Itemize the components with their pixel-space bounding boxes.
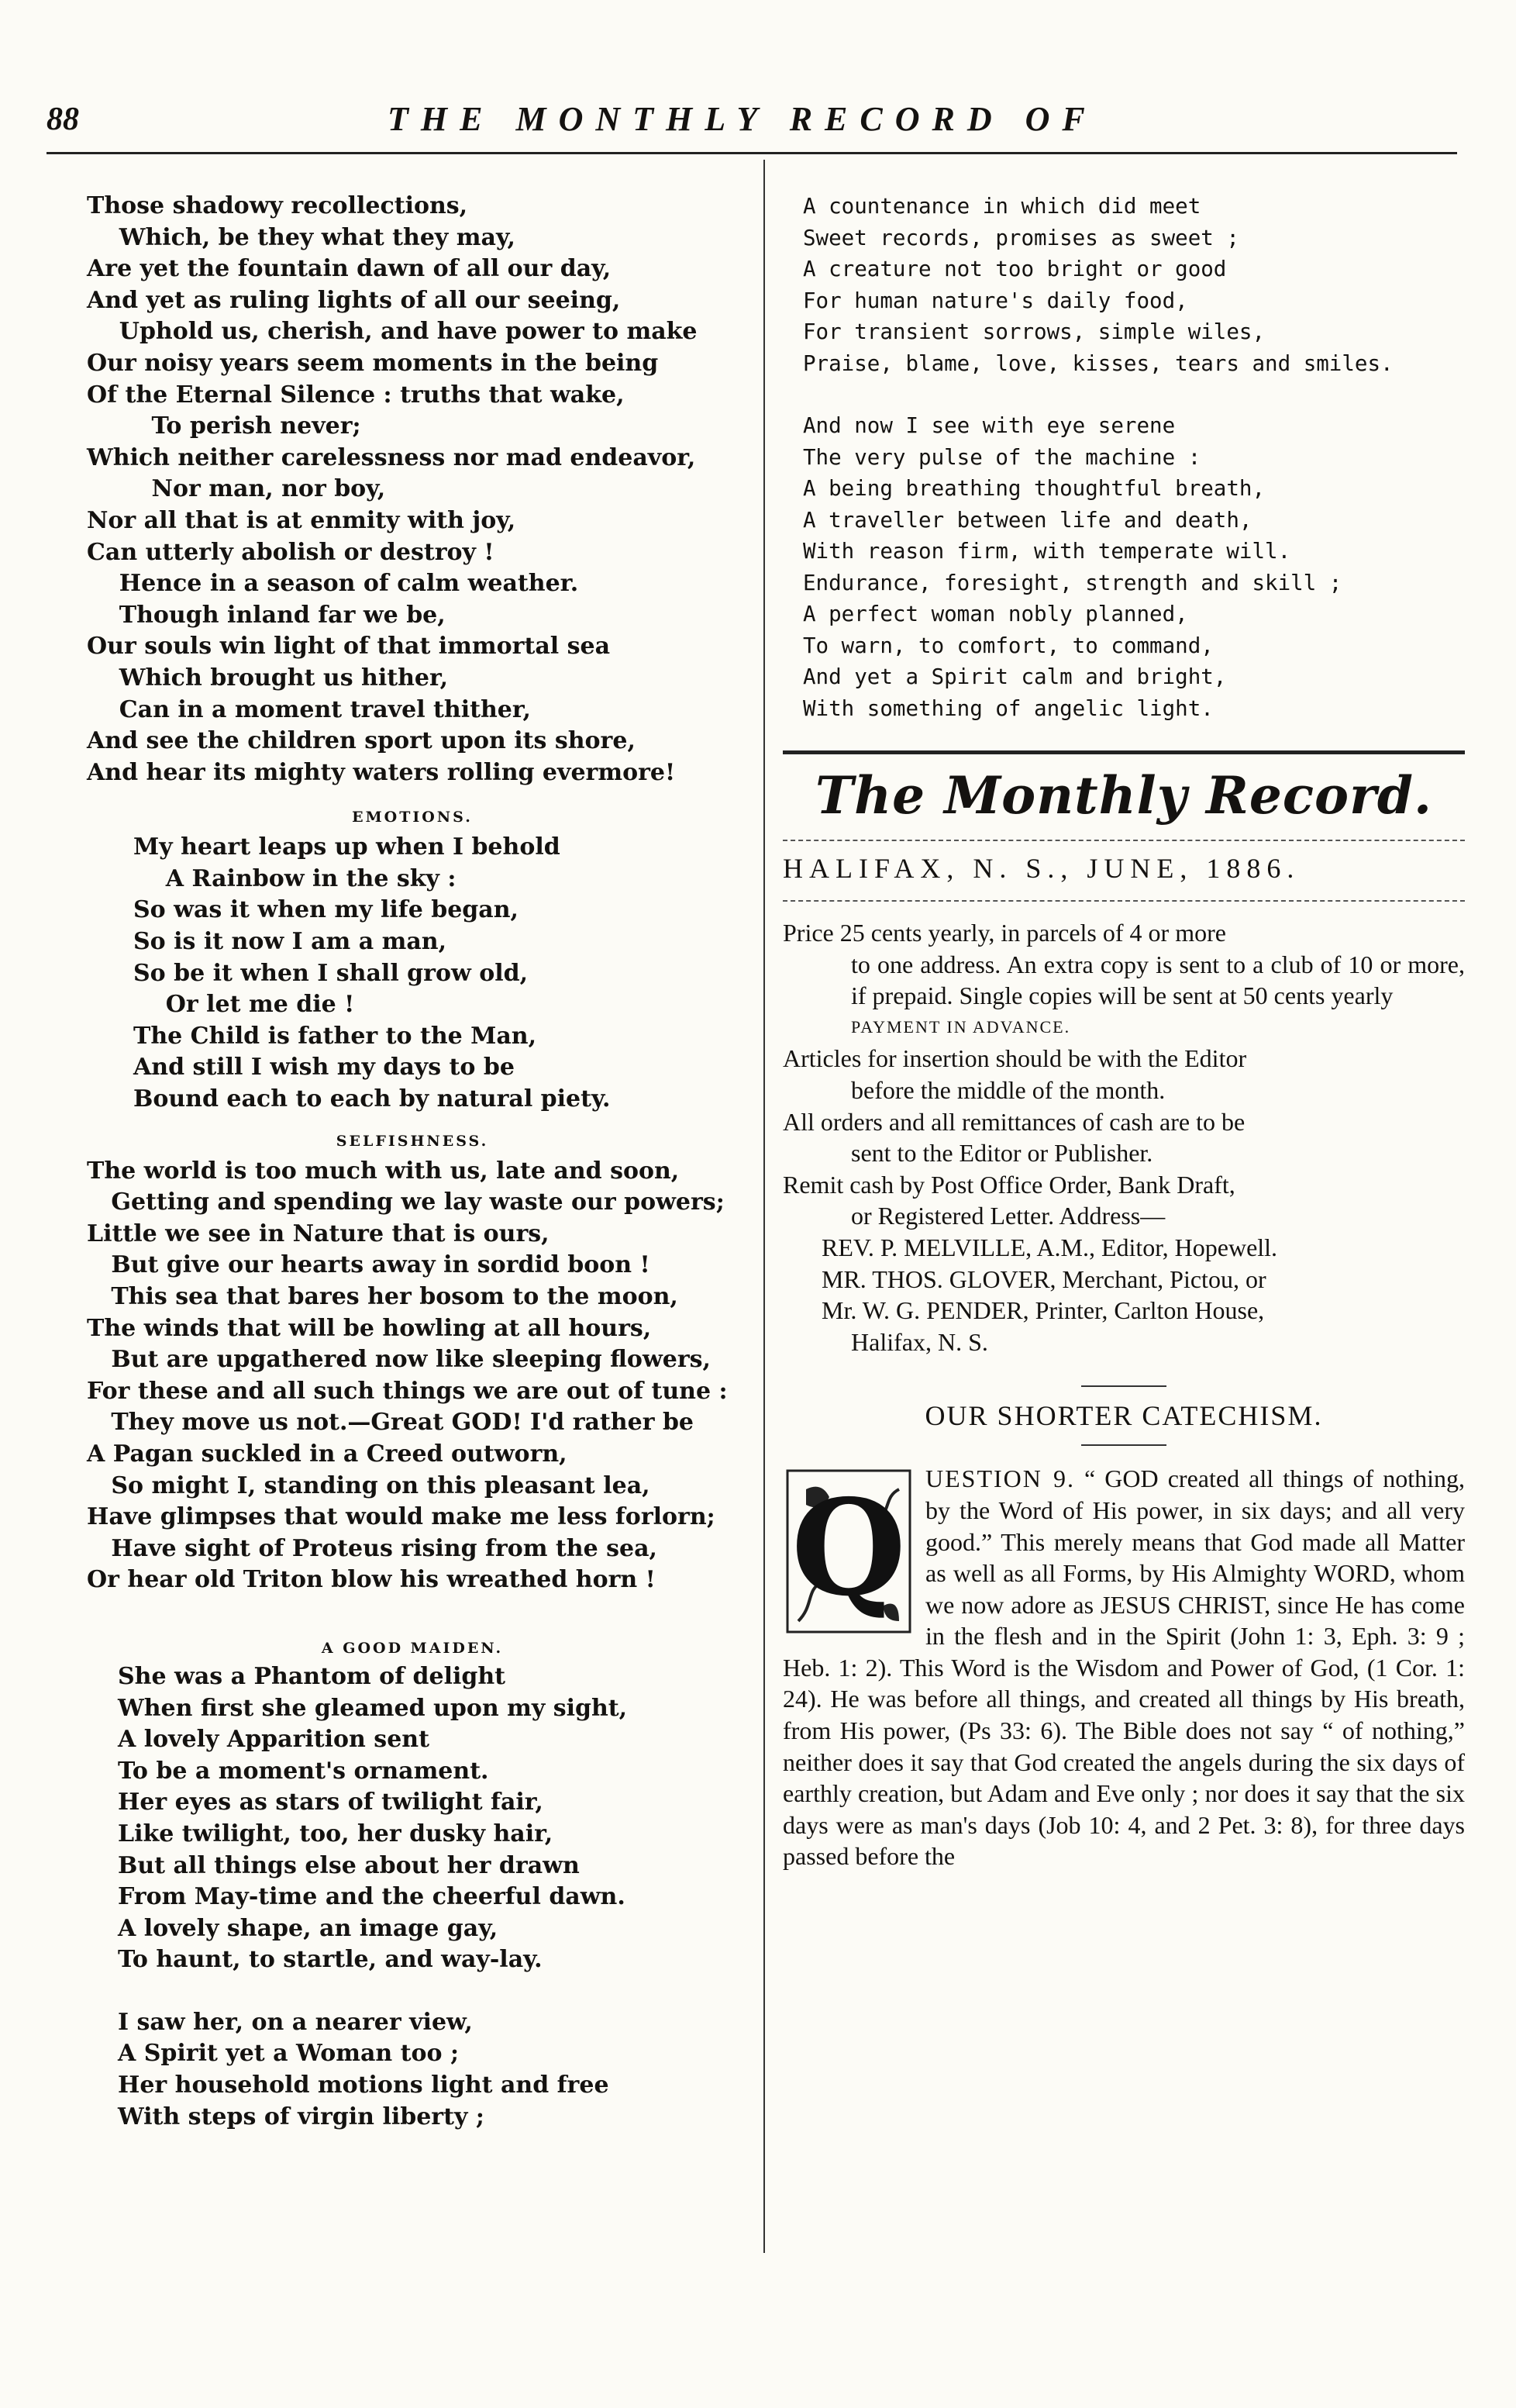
poem-line: My heart leaps up when I behold: [133, 833, 560, 861]
poem-line: To be a moment's ornament.: [118, 1757, 489, 1785]
poem-line: A being breathing thoughtful breath,: [803, 476, 1266, 501]
poem-line: And yet as ruling lights of all our seeing,: [87, 286, 621, 314]
masthead-top-rule: [783, 750, 1465, 754]
price-line: Price 25 cents yearly, in parcels of 4 or more: [783, 919, 1226, 947]
decorated-dropcap-q-icon: [783, 1466, 915, 1637]
poem-line: Are yet the fountain dawn of all our day,: [87, 255, 612, 283]
poem-line: And now I see with eye serene: [803, 413, 1176, 438]
dropcap-letter: Q: [791, 1471, 907, 1627]
poem-title-good-maiden: A GOOD MAIDEN.: [321, 1639, 504, 1657]
catechism-text: “ GOD created all things of nothing, by the Word of His power, in six days; and all very good.” This merely means that God made all Matter as well as all Forms, by His Almighty WORD, whom we now adore as JESUS CHRIST, since He has come in the flesh and in the Spirit (John 1: 3, Eph. 3: 9 ; Heb. 1: 2). This Word is the Wisdom and Power of God, (1 Cor. 1: 24). He was before all things, and created all things by His breath, from His power, (Ps 33: 6). The Bible does not say “ of nothing,” neither does it say that God created the angels during the six days of earthly creation, but Adam and Eve only ; nor does it say that the six days were as man's days (Job 10: 4, and 2 Pet. 3: 8), for three days passed before the: [783, 1464, 1466, 1871]
poem-line: And see the children sport upon its shore,: [87, 727, 636, 755]
poem-line: So be it when I shall grow old,: [133, 959, 529, 987]
poem-line: Can in a moment travel thither,: [87, 695, 531, 723]
poem-line: Our souls win light of that immortal sea: [87, 633, 611, 661]
address-city: Halifax, N. S.: [851, 1327, 988, 1356]
poem-line: A Rainbow in the sky :: [133, 864, 457, 892]
catechism-heading: OUR SHORTER CATECHISM.: [925, 1400, 1323, 1432]
poem-line: This sea that bares her bosom to the moon,: [87, 1283, 678, 1310]
poem-line: And hear its mighty waters rolling evermore!: [87, 758, 676, 786]
poem-line: So might I, standing on this pleasant lea,: [87, 1471, 650, 1499]
poem-line: A traveller between life and death,: [803, 507, 1252, 533]
poem-line: Though inland far we be,: [87, 601, 446, 629]
column-divider: [763, 160, 765, 2253]
poem-line: I saw her, on a nearer view,: [118, 2008, 473, 2036]
poem-line: With reason firm, with temperate will.: [803, 539, 1291, 564]
remit-details: or Registered Letter. Address—: [851, 1202, 1166, 1230]
poem-line: For transient sorrows, simple wiles,: [803, 319, 1266, 344]
poem-continued-stanza-1: [783, 191, 1465, 379]
masthead-title: The Monthly Record.: [815, 765, 1432, 826]
poem-line: Of the Eternal Silence : truths that wake,: [87, 381, 625, 409]
poem-line: She was a Phantom of delight: [118, 1662, 506, 1690]
payment-notice: PAYMENT IN ADVANCE.: [851, 1016, 1071, 1037]
poem-line: A Spirit yet a Woman too ;: [118, 2040, 460, 2068]
dateline: HALIFAX, N. S., JUNE, 1886.: [783, 853, 1301, 884]
remit-line: Remit cash by Post Office Order, Bank Draft,: [783, 1170, 1235, 1199]
poem-line: So was it when my life began,: [133, 896, 519, 924]
poem-line: Sweet records, promises as sweet ;: [803, 225, 1239, 250]
poem-line: Her eyes as stars of twilight fair,: [118, 1789, 543, 1816]
price-details: to one address. An extra copy is sent to a club of 10 or more, if prepaid. Single copies will be sent at 50 cents yearly: [851, 950, 1465, 1010]
poem-line: From May-time and the cheerful dawn.: [118, 1883, 625, 1911]
question-label: UESTION 9.: [925, 1464, 1075, 1493]
poem-line: And still I wish my days to be: [133, 1054, 515, 1082]
poem-line: Those shadowy recollections,: [87, 192, 468, 219]
poem-emotions: [87, 832, 738, 1115]
poem-line: A creature not too bright or good: [803, 257, 1227, 281]
poem-line: Or let me die !: [133, 991, 355, 1019]
poem-intimations: [87, 191, 738, 788]
poem-line: Nor man, nor boy,: [87, 475, 386, 503]
poem-line: To haunt, to startle, and way-lay.: [118, 1946, 543, 1974]
poem-line: Praise, blame, love, kisses, tears and smiles.: [803, 350, 1394, 376]
poem-line: For human nature's daily food,: [803, 288, 1188, 313]
address-editor: REV. P. MELVILLE, A.M., Editor, Hopewell.: [822, 1233, 1278, 1261]
poem-line: Have glimpses that would make me less forlorn;: [87, 1503, 715, 1531]
poem-line: Or hear old Triton blow his wreathed horn !: [87, 1566, 656, 1594]
right-column: [783, 191, 1465, 1872]
poem-line: A countenance in which did meet: [803, 194, 1201, 219]
articles-details: before the middle of the month.: [851, 1075, 1166, 1104]
poem-line: The world is too much with us, late and soon,: [87, 1157, 680, 1185]
articles-line: Articles for insertion should be with the Editor: [783, 1044, 1247, 1073]
poem-line: Nor all that is at enmity with joy,: [87, 506, 516, 534]
orders-line: All orders and all remittances of cash are to be: [783, 1107, 1246, 1136]
poem-continued-stanza-2: [783, 410, 1465, 724]
orders-details: sent to the Editor or Publisher.: [851, 1139, 1153, 1168]
poem-line: So is it now I am a man,: [133, 928, 447, 956]
poem-line: For these and all such things we are out of tune :: [87, 1377, 728, 1405]
poem-line: With something of angelic light.: [803, 695, 1214, 721]
poem-line: Hence in a season of calm weather.: [87, 570, 579, 598]
poem-line: They move us not.—Great GOD! I'd rather be: [87, 1409, 694, 1437]
poem-line: But all things else about her drawn: [118, 1851, 580, 1879]
poem-good-maiden-stanza-2: [87, 2007, 738, 2133]
poem-line: Endurance, foresight, strength and skill ;: [803, 570, 1342, 595]
poem-line: Her household motions light and free: [118, 2072, 609, 2099]
subscription-terms: [783, 917, 1465, 1358]
left-column: [87, 191, 738, 2133]
poem-line: To perish never;: [87, 412, 361, 440]
poem-line: Little we see in Nature that is ours,: [87, 1220, 550, 1247]
poem-line: Our noisy years seem moments in the being: [87, 349, 659, 377]
poem-line: Which neither carelessness nor mad endeavor,: [87, 443, 696, 471]
header-rule: [47, 152, 1457, 154]
poem-line: Which brought us hither,: [87, 664, 449, 692]
poem-line: With steps of virgin liberty ;: [118, 2103, 484, 2130]
poem-good-maiden-stanza-1: [87, 1661, 738, 1976]
poem-line: To warn, to comfort, to command,: [803, 633, 1214, 658]
poem-line: A perfect woman nobly planned,: [803, 602, 1188, 626]
poem-line: Uphold us, cherish, and have power to make: [87, 318, 698, 346]
poem-line: A Pagan suckled in a Creed outworn,: [87, 1440, 567, 1468]
poem-line: But are upgathered now like sleeping flowers,: [87, 1346, 711, 1374]
poem-title-selfishness: SELFISHNESS.: [336, 1132, 489, 1150]
poem-line: When first she gleamed upon my sight,: [118, 1694, 628, 1722]
catechism-body: [783, 1463, 1465, 1872]
poem-line: Getting and spending we lay waste our powers;: [87, 1188, 725, 1216]
poem-line: But give our hearts away in sordid boon !: [87, 1251, 650, 1279]
poem-title-emotions: EMOTIONS.: [352, 809, 473, 826]
poem-line: Have sight of Proteus rising from the sea,: [87, 1534, 657, 1562]
poem-line: A lovely Apparition sent: [118, 1726, 429, 1754]
poem-line: Like twilight, too, her dusky hair,: [118, 1820, 553, 1847]
address-merchant: MR. THOS. GLOVER, Merchant, Pictou, or: [822, 1264, 1266, 1293]
poem-line: A lovely shape, an image gay,: [118, 1914, 498, 1942]
poem-line: The Child is father to the Man,: [133, 1022, 537, 1050]
poem-line: Can utterly abolish or destroy !: [87, 538, 494, 566]
page-number: 88: [47, 102, 79, 137]
poem-line: And yet a Spirit calm and bright,: [803, 664, 1227, 689]
poem-line: The very pulse of the machine :: [803, 444, 1201, 470]
poem-line: Which, be they what they may,: [87, 223, 515, 251]
page-header: [47, 93, 1457, 147]
poem-line: Bound each to each by natural piety.: [133, 1085, 611, 1113]
poem-line: The winds that will be howling at all hours,: [87, 1314, 652, 1342]
address-printer: Mr. W. G. PENDER, Printer, Carlton House,: [822, 1296, 1265, 1325]
poem-selfishness: [87, 1156, 738, 1596]
running-title: THE MONTHLY RECORD OF: [388, 100, 1097, 138]
